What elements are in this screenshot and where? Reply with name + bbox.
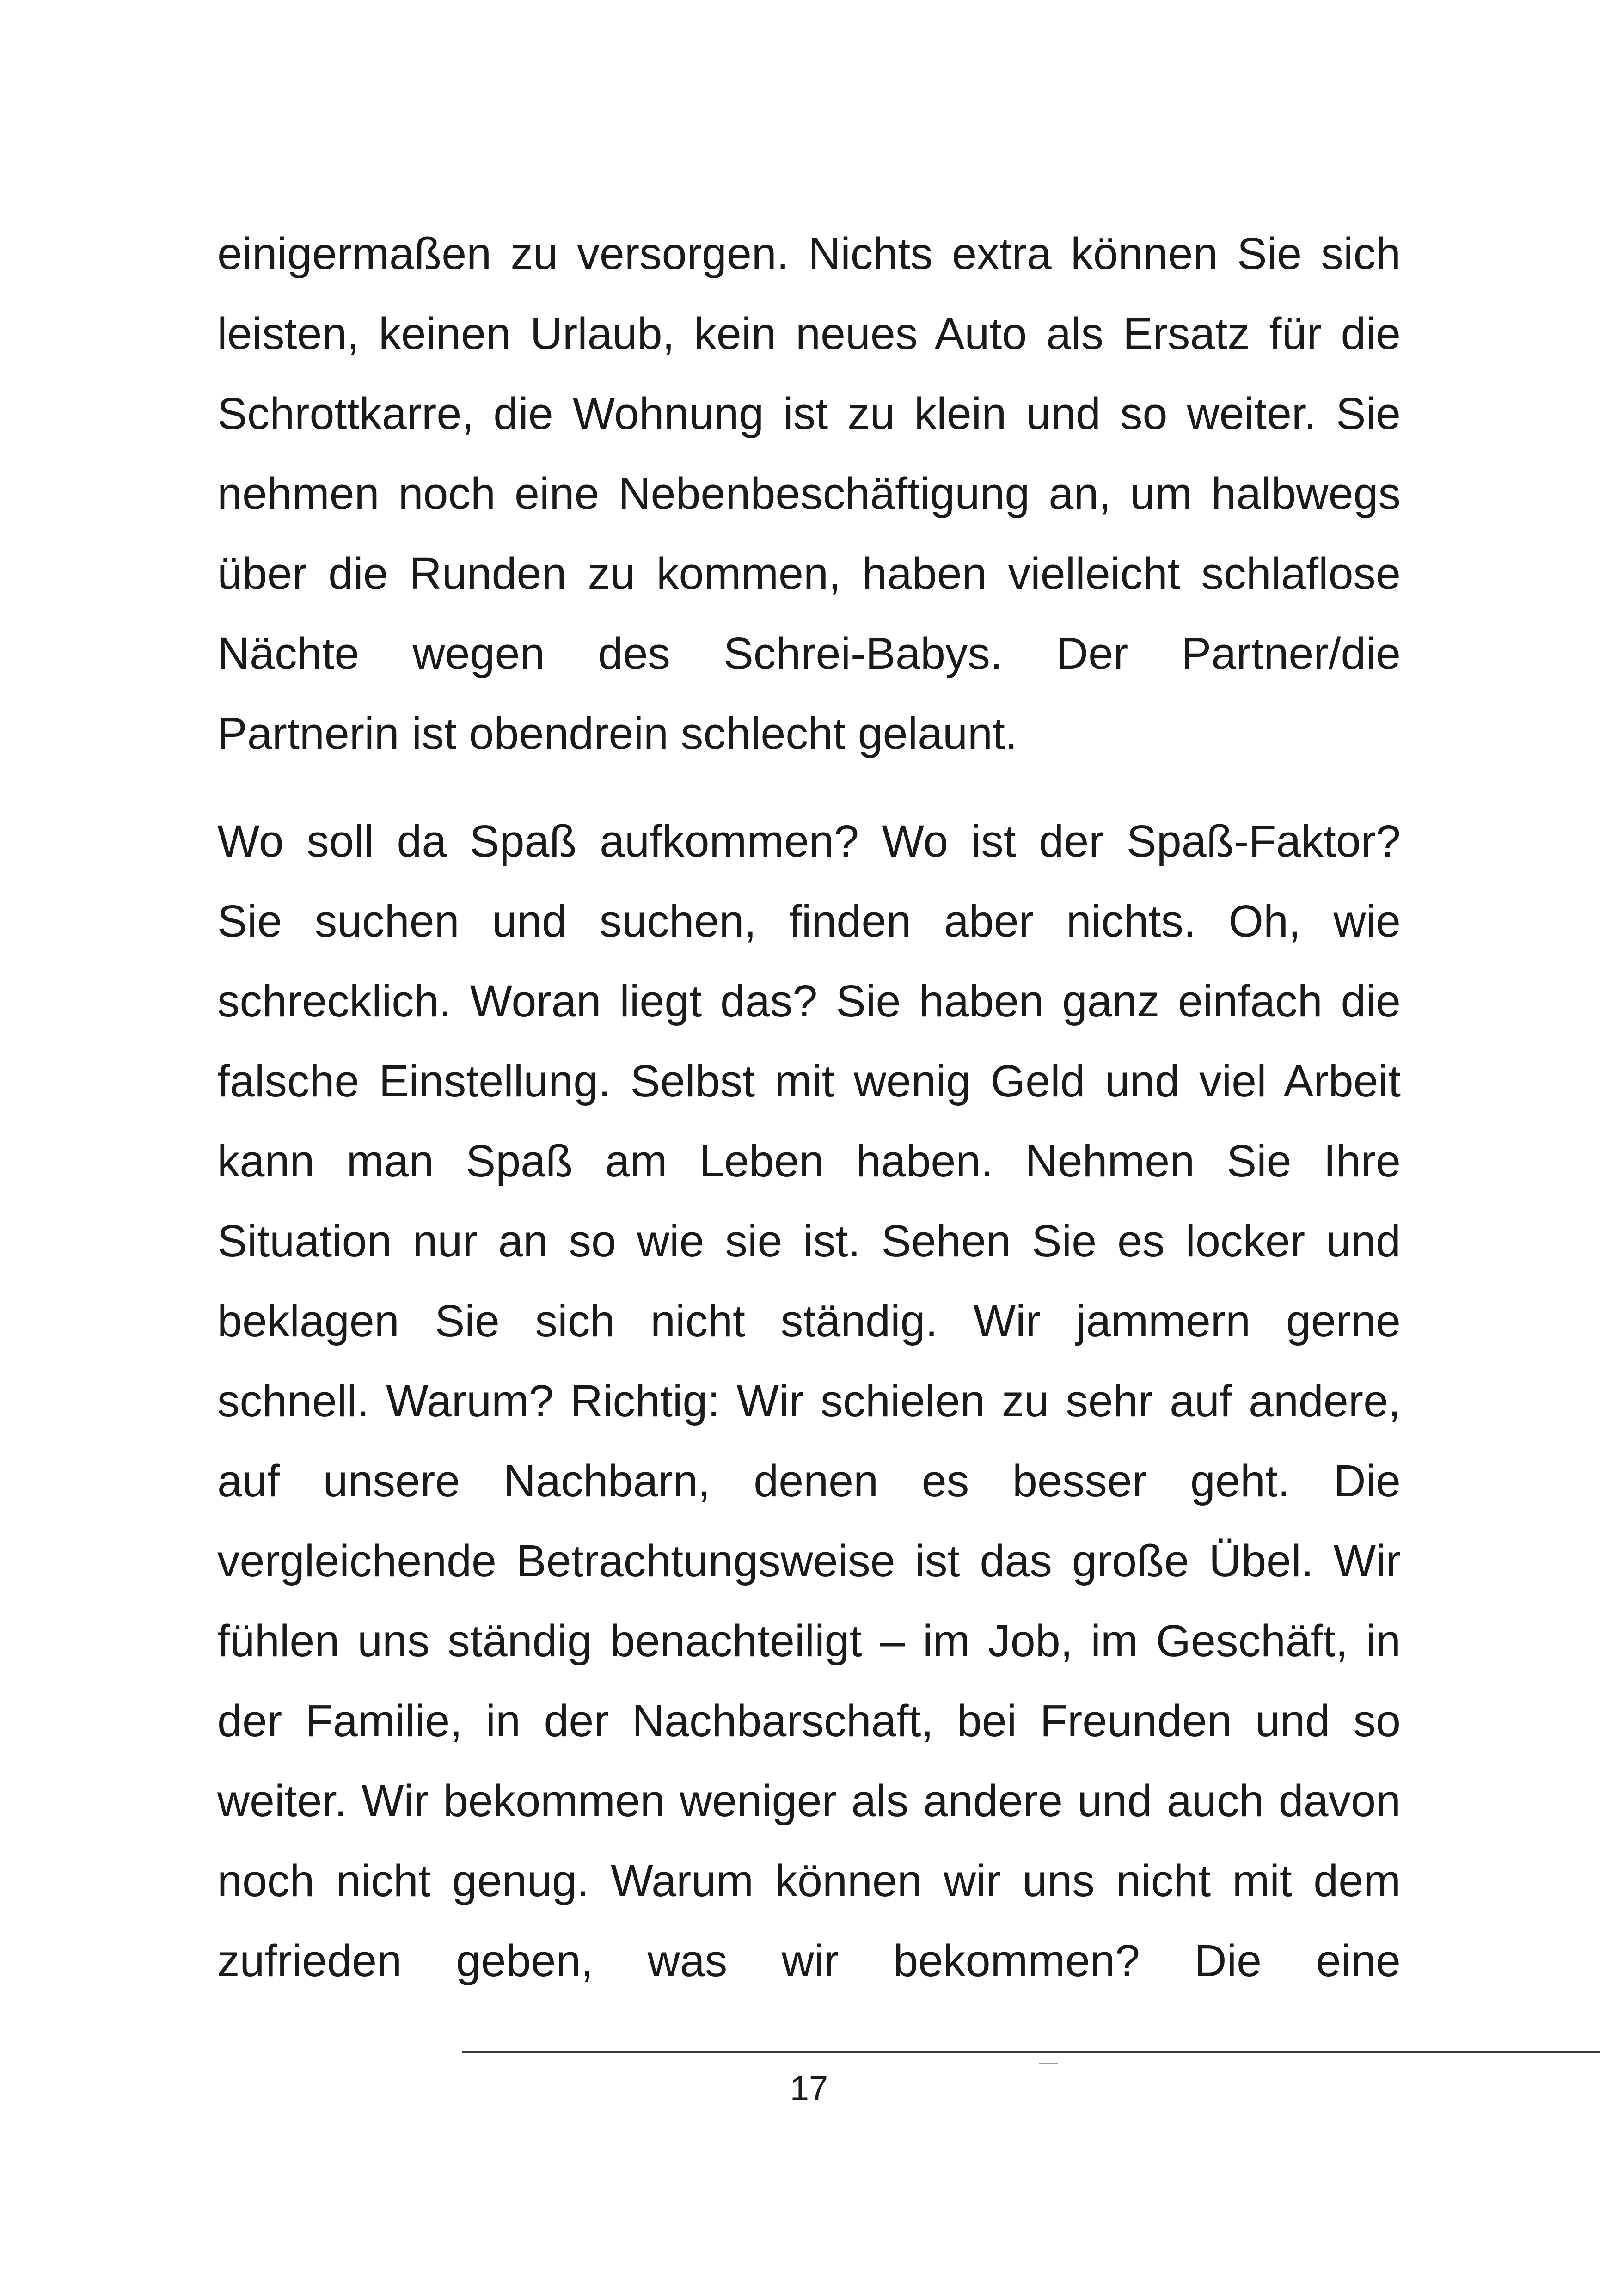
- text-line: schnell. Warum? Richtig: Wir schielen zu sehr auf andere,: [217, 1376, 1401, 1426]
- text-line: beklagen Sie sich nicht ständig. Wir jammern gerne: [217, 1296, 1401, 1346]
- text-line: falsche Einstellung. Selbst mit wenig Geld und viel Arbeit: [217, 1056, 1401, 1106]
- text-line: noch nicht genug. Warum können wir uns nicht mit dem: [217, 1855, 1401, 1906]
- text-line: leisten, keinen Urlaub, kein neues Auto als Ersatz für die: [217, 308, 1401, 359]
- paragraph-1: [217, 214, 1401, 773]
- text-line: nehmen noch eine Nebenbeschäftigung an, um halbwegs: [217, 468, 1401, 519]
- text-line: Partnerin ist obendrein schlecht gelaunt.: [217, 708, 1017, 759]
- text-line: auf unsere Nachbarn, denen es besser geht. Die: [217, 1456, 1401, 1506]
- text-line: schrecklich. Woran liegt das? Sie haben ganz einfach die: [217, 976, 1401, 1026]
- text-line: über die Runden zu kommen, haben vielleicht schlaflose: [217, 548, 1401, 599]
- text-line: Sie suchen und suchen, finden aber nichts. Oh, wie: [217, 896, 1401, 946]
- footer-mark: [1039, 2063, 1058, 2064]
- text-line: kann man Spaß am Leben haben. Nehmen Sie Ihre: [217, 1136, 1401, 1186]
- footer-divider: [462, 2051, 1600, 2053]
- text-line: einigermaßen zu versorgen. Nichts extra können Sie sich: [217, 228, 1401, 279]
- text-line: Schrottkarre, die Wohnung ist zu klein und so weiter. Sie: [217, 388, 1401, 439]
- text-line: Wo soll da Spaß aufkommen? Wo ist der Spaß-Faktor?: [217, 816, 1401, 866]
- text-line: weiter. Wir bekommen weniger als andere und auch davon: [217, 1776, 1401, 1826]
- text-line: zufrieden geben, was wir bekommen? Die eine: [217, 1935, 1401, 1986]
- text-line: fühlen uns ständig benachteiligt – im Job, im Geschäft, in: [217, 1616, 1401, 1666]
- text-line: der Familie, in der Nachbarschaft, bei Freunden und so: [217, 1696, 1401, 1746]
- text-line: Situation nur an so wie sie ist. Sehen Sie es locker und: [217, 1216, 1401, 1266]
- text-line: vergleichende Betrachtungsweise ist das große Übel. Wir: [217, 1536, 1401, 1586]
- text-line: Nächte wegen des Schrei-Babys. Der Partner/die: [217, 628, 1401, 679]
- paragraph-2: [217, 801, 1401, 2001]
- page-number: 17: [790, 2069, 828, 2107]
